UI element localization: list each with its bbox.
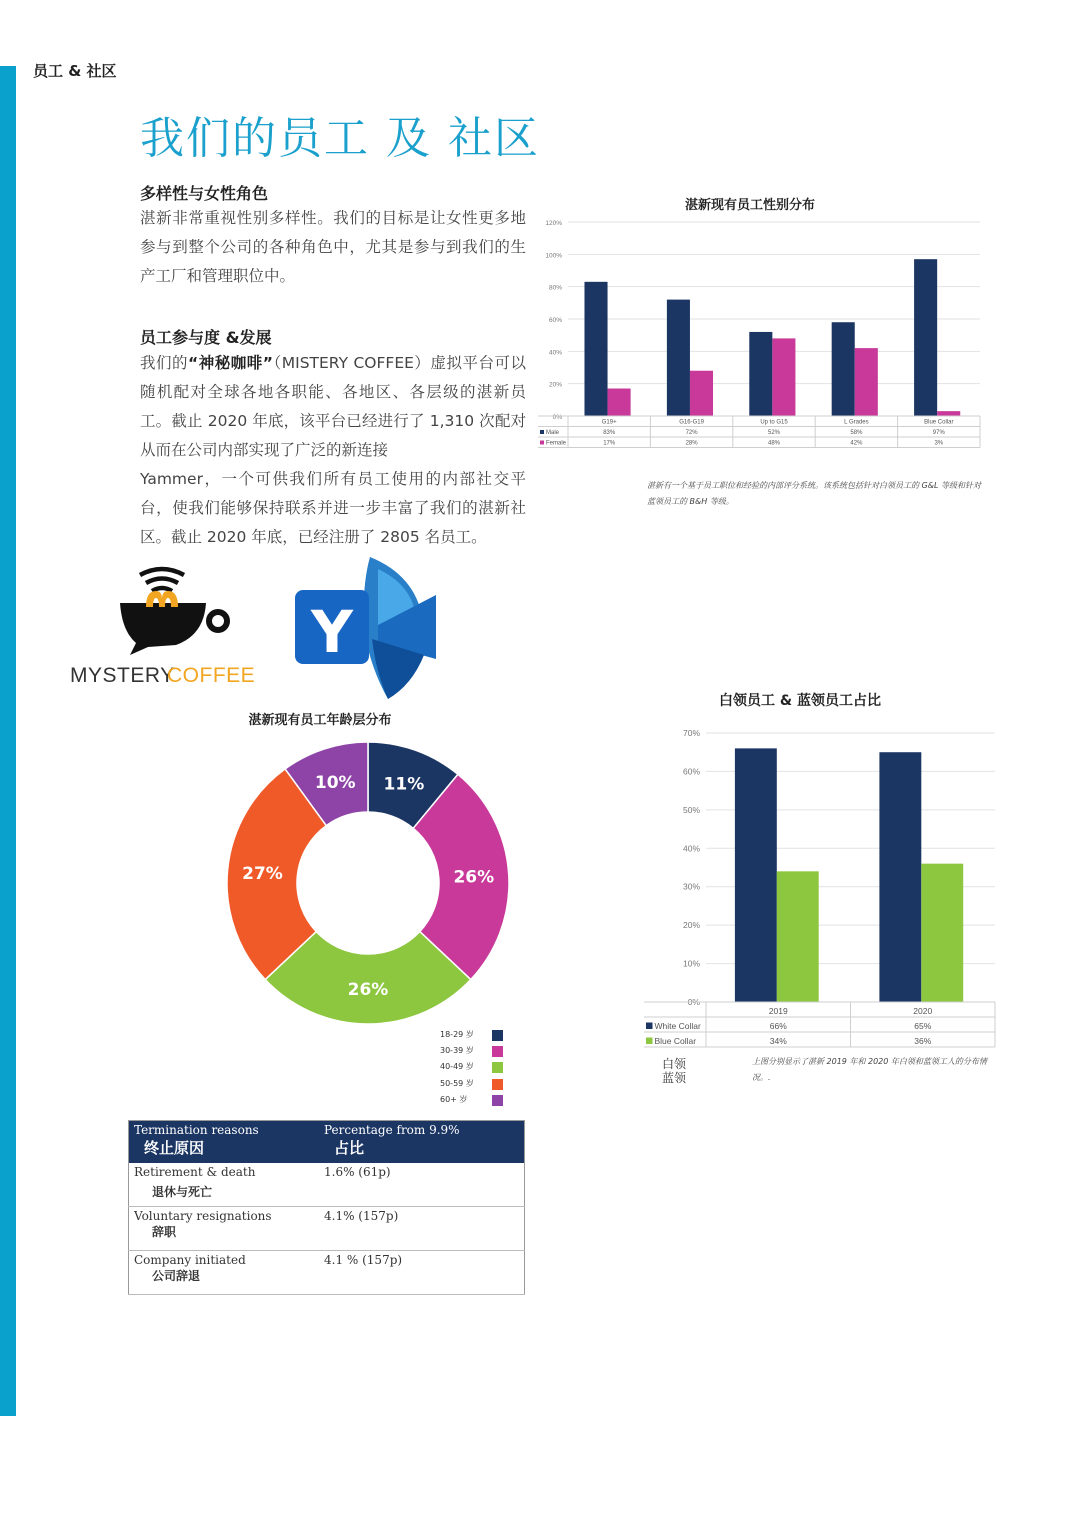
section-label: 员工 & 社区 (33, 62, 117, 80)
row-reason-zh: 公司辞退 (152, 1269, 201, 1283)
data-label: 3% (934, 440, 944, 447)
legend-label: 50-59 岁 (440, 1078, 474, 1088)
legend-item (440, 1094, 510, 1110)
slice-label: 26% (347, 980, 389, 1000)
x-tick-label: Up to G15 (760, 419, 788, 426)
header-percentage-zh: 占比 (334, 1139, 365, 1157)
page-title: 我们的员工 及 社区 (140, 113, 540, 164)
slice-label: 11% (383, 774, 425, 795)
data-label: 97% (932, 430, 945, 436)
bar (914, 259, 937, 416)
row-value: 4.1 % (157p) (319, 1251, 525, 1295)
y-tick-label: 40% (548, 349, 562, 357)
series-label: Blue Collar (654, 1036, 697, 1046)
data-label: 66% (769, 1021, 787, 1031)
legend-item (440, 1045, 510, 1061)
data-label: 28% (685, 440, 698, 447)
y-tick-label: 20% (548, 381, 562, 389)
bar (777, 871, 819, 1002)
legend-swatch (492, 1095, 503, 1106)
data-label: 48% (767, 440, 781, 447)
collar-side-labels (662, 1057, 686, 1085)
bar (832, 322, 855, 416)
gender-chart-title: 湛新现有员工性别分布 (684, 198, 815, 213)
legend-swatch (646, 1023, 653, 1030)
y-tick-label: 50% (682, 804, 700, 815)
header-reasons (129, 1121, 320, 1164)
yammer-logo (292, 555, 442, 700)
row-reason (129, 1163, 320, 1207)
age-chart-title: 湛新现有员工年龄层分布 (248, 713, 392, 728)
row-reason (129, 1207, 320, 1251)
mystery-coffee-logo (68, 565, 258, 690)
bar (921, 864, 963, 1002)
legend-swatch (492, 1046, 503, 1057)
y-tick-label: 10% (682, 958, 700, 969)
data-label: 42% (850, 440, 863, 447)
mystery-text: MYSTERY (70, 664, 175, 687)
x-tick-label: 2019 (768, 1006, 788, 1016)
x-tick-label: L Grades (844, 419, 869, 426)
row-reason-en: Voluntary resignations (134, 1209, 272, 1223)
row-reason-en: Company initiated (134, 1253, 246, 1267)
gender-chart (534, 212, 986, 456)
series-label: Male (546, 430, 560, 436)
collar-chart-caption: 上图分别显示了湛新 2019 年和 2020 年白领和蓝领工人的分布情况。. (752, 1057, 987, 1082)
legend-item (440, 1029, 510, 1045)
header-percentage (319, 1121, 525, 1164)
bar (855, 348, 878, 416)
diversity-text: 湛新非常重视性别多样性。我们的目标是让女性更多地参与到整个公司的各种角色中，尤其是参与到我们的生产工厂和管理职位中。 (140, 209, 526, 285)
data-label: 58% (850, 430, 863, 436)
y-tick-label: 120% (545, 220, 562, 227)
data-label: 83% (603, 430, 616, 436)
legend-swatch (540, 430, 544, 434)
engagement-text-pre: 我们的 (140, 354, 189, 372)
engagement-text-post: （MISTERY COFFEE）虚拟平台可以随机配对全球各地各职能、各地区、各层级的湛新员工。截止 2020 年底，该平台已经进行了 1,310 次配对从而在公司内部实现了广泛的新连接 (140, 354, 526, 459)
legend-swatch (492, 1030, 503, 1041)
legend-label: 40-49 岁 (440, 1062, 474, 1072)
collar-chart-title: 白领员工 & 蓝领员工占比 (719, 693, 881, 709)
bar (608, 389, 631, 416)
legend-item (440, 1078, 510, 1094)
blue-collar-side-label: 蓝领 (662, 1071, 687, 1085)
slice-label: 27% (242, 864, 283, 885)
age-legend (440, 1029, 510, 1110)
slice-label: 26% (453, 867, 495, 888)
gender-chart-caption: 湛新有一个基于员工职位和经验的内部评分系统。该系统包括针对白领员工的 G&L 等级和针对蓝领员工的 B&H 等级。 (647, 481, 981, 506)
table-row (129, 1163, 525, 1207)
data-label: 72% (685, 430, 698, 436)
legend-swatch (492, 1079, 503, 1090)
slice-label: 10% (314, 773, 356, 794)
bar (584, 282, 607, 416)
bar (690, 371, 713, 416)
white-collar-side-label: 白领 (662, 1057, 687, 1071)
legend-label: 60+ 岁 (440, 1094, 468, 1104)
row-reason (129, 1251, 320, 1295)
legend-swatch (540, 441, 544, 445)
series-label: White Collar (654, 1021, 701, 1031)
x-tick-label: G19+ (601, 419, 617, 426)
data-label: 52% (767, 430, 781, 436)
y-tick-label: 100% (545, 252, 562, 260)
engagement-heading: 员工参与度 &发展 (140, 328, 272, 347)
engagement-text-bold: “神秘咖啡” (188, 354, 273, 372)
data-label: 36% (914, 1036, 932, 1046)
side-accent-bar (0, 66, 16, 1416)
y-tick-label: 20% (682, 920, 700, 931)
row-reason-en: Retirement & death (134, 1165, 256, 1179)
yammer-letter: Y (311, 598, 353, 666)
header-percentage-en: Percentage from 9.9% (324, 1123, 460, 1137)
x-tick-label: G16-G19 (679, 419, 704, 426)
bar (772, 338, 795, 416)
row-reason-zh: 辞职 (152, 1225, 177, 1239)
y-tick-label: 60% (548, 317, 562, 324)
termination-table (128, 1120, 525, 1295)
legend-swatch (492, 1062, 503, 1073)
table-row (129, 1207, 525, 1251)
engagement-text (140, 349, 526, 465)
row-value: 1.6% (61p) (319, 1163, 525, 1207)
bar (879, 752, 921, 1002)
bar (667, 300, 690, 416)
age-donut-chart (200, 730, 540, 1035)
y-tick-label: 80% (548, 284, 562, 292)
collar-chart (640, 726, 1000, 1050)
yammer-text: Yammer，一个可供我们所有员工使用的内部社交平台，使我们能够保持联系并进一步丰富了我们的湛新社区。截止 2020 年底，已经注册了 2805 名员工。 (140, 470, 526, 546)
legend-label: 30-39 岁 (440, 1046, 474, 1056)
data-label: 65% (914, 1021, 932, 1031)
y-tick-label: 30% (682, 881, 700, 892)
coffee-text: COFFEE (167, 664, 256, 687)
bar (735, 748, 777, 1002)
data-label: 34% (769, 1036, 787, 1046)
y-tick-label: 70% (682, 728, 700, 738)
x-tick-label: 2020 (913, 1006, 933, 1016)
row-value: 4.1% (157p) (319, 1207, 525, 1251)
x-tick-label: Blue Collar (924, 419, 954, 426)
header-reasons-zh: 终止原因 (144, 1139, 205, 1157)
data-label: 17% (603, 440, 616, 447)
legend-swatch (646, 1038, 653, 1045)
bar (937, 411, 960, 416)
header-reasons-en: Termination reasons (134, 1123, 259, 1137)
legend-item (440, 1061, 510, 1077)
series-label: Female (546, 440, 567, 447)
bar (749, 332, 772, 416)
diversity-heading: 多样性与女性角色 (140, 184, 269, 203)
y-tick-label: 0% (687, 997, 700, 1007)
termination-table-header (129, 1121, 525, 1164)
table-row (129, 1251, 525, 1295)
y-tick-label: 0% (552, 414, 562, 421)
legend-label: 18-29 岁 (440, 1030, 474, 1039)
y-tick-label: 40% (682, 843, 700, 854)
row-reason-zh: 退休与死亡 (152, 1185, 213, 1199)
y-tick-label: 60% (682, 766, 700, 777)
